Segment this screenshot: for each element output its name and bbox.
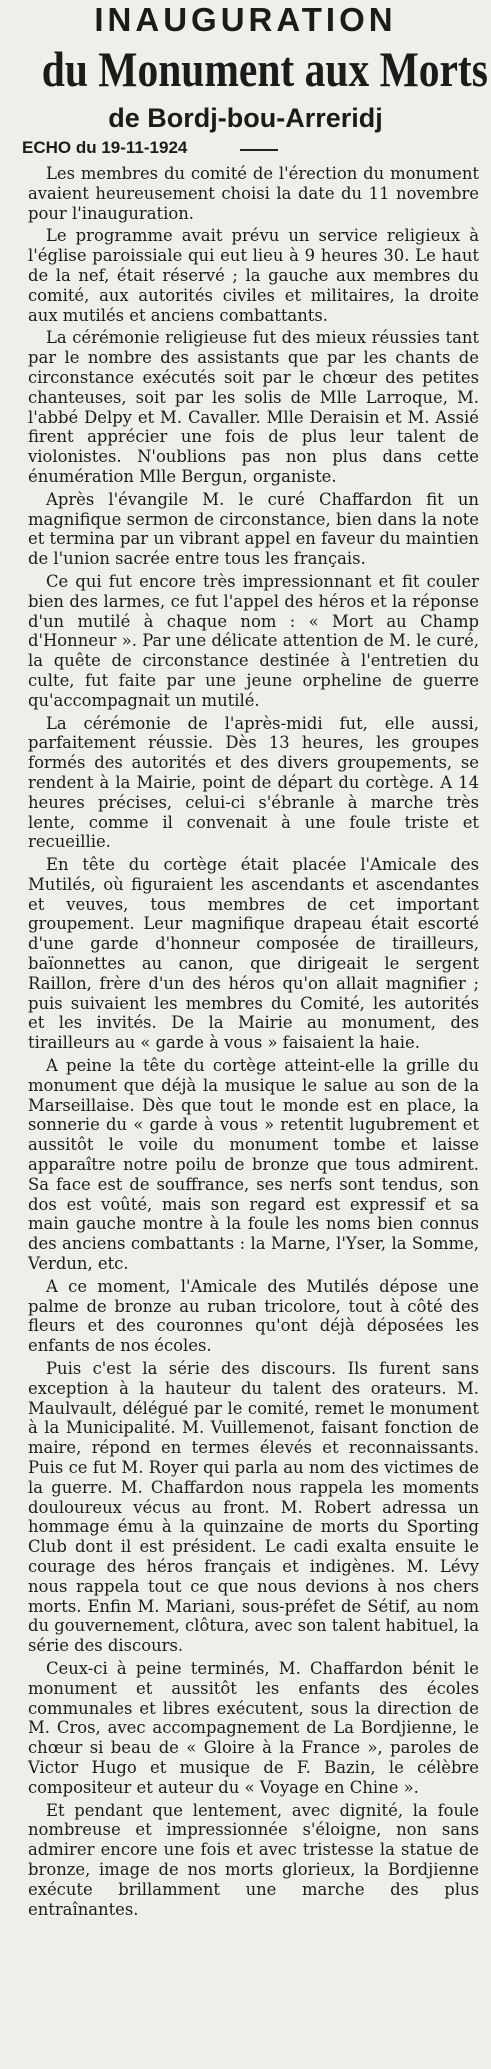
paragraph: Puis c'est la série des discours. Ils furent sans exception à la hauteur du talent des orateurs. M. Maulvault, délégué par le comité, remet le monument à la Municipalité. M. Vuillemenot, faisant fonction de maire, répond en termes élevés et reconnaissants. Puis ce fut M. Royer qui parla au nom des victimes de la guerre. M. Chaffardon nous rappela les moments douloureux vécus au front. M. Robert adressa un hommage ému à la quinzaine de morts du Sporting Club dont il est président. Le cadi exalta ensuite le courage des héros français et indigènes. M. Lévy nous rappela tout ce que nous devions à nos chers morts. Enfin M. Mariani, sous-préfet de Sétif, au nom du gouvernement, clôtura, avec son talent habituel, la série des discours. — [28, 1359, 479, 1656]
paragraph: Après l'évangile M. le curé Chaffardon fit un magnifique sermon de circonstance, bien dans la note et termina par un vibrant appel en faveur du maintien de l'union sacrée entre tous les français. — [28, 489, 479, 569]
paragraph: La cérémonie religieuse fut des mieux réussies tant par le nombre des assistants que par les chants de circonstance exécutés soit par le chœur des petites chanteuses, soit par les solis de Mlle Larroque, M. l'abbé Delpy et M. Cavaller. Mlle Deraisin et M. Assié firent apprécier une fois de plus leur talent de violonistes. N'oublions pas non plus dans cette énumération Mlle Bergun, organiste. — [28, 328, 479, 486]
source-caption-text: ECHO du 19-11-1924 — [22, 138, 188, 157]
source-caption — [0, 136, 491, 160]
paragraph: A peine la tête du cortège atteint-elle la grille du monument que déjà la musique le salue au son de la Marseillaise. Dès que tout le monde est en place, la sonnerie du « garde à vous » retentit lugubrement et aussitôt le voile du monument tombe et laisse apparaître notre poilu de bronze que tous admirent. Sa face est de souffrance, ses nerfs sont tendus, son dos est voûté, mais son regard est expressif et sa main gauche montre à la foule les noms bien connus des anciens combattants : la Marne, l'Yser, la Somme, Verdun, etc. — [28, 1056, 479, 1274]
headline-main: du Monument aux Morts — [41, 41, 488, 97]
paragraph: Le programme avait prévu un service religieux à l'église paroissiale qui eut lieu à 9 heures 30. Le haut de la nef, était réservé ; la gauche aux membres du comité, aux autorités civiles et militaires, la droite aux mutilés et anciens combattants. — [28, 226, 479, 325]
headline-kicker: INAUGURATION — [94, 1, 397, 38]
paragraph: La cérémonie de l'après-midi fut, elle aussi, parfaitement réussie. Dès 13 heures, les groupes formés des autorités et des divers groupements, se rendent à la Mairie, point de départ du cortège. A 14 heures précises, celui-ci s'ébranle à marche très lente, comme il convenait à une foule triste et recueillie. — [28, 713, 479, 852]
paragraph: Ce qui fut encore très impressionnant et fit couler bien des larmes, ce fut l'appel des héros et la réponse d'un mutilé à chaque nom : « Mort au Champ d'Honneur ». Par une délicate attention de M. le curé, la quête de circonstance destinée à l'entretien du culte, fut faite par une jeune orpheline de guerre qu'accompagnait un mutilé. — [28, 571, 479, 710]
paragraph: En tête du cortège était placée l'Amicale des Mutilés, où figuraient les ascendants et ascendantes et veuves, tous membres de cet important groupement. Leur magnifique drapeau était escorté d'une garde d'honneur composée de tirailleurs, baïonnettes au canon, que dirigeait le sergent Raillon, frère d'un des héros qu'on allait magnifier ; puis suivaient les membres du Comité, les autorités et les invités. De la Mairie au monument, des tirailleurs au « garde à vous » faisaient la haie. — [28, 855, 479, 1053]
article-body — [0, 160, 491, 1919]
paragraph: Ceux-ci à peine terminés, M. Chaffardon bénit le monument et aussitôt les enfants des écoles communales et libres exécutent, sous la direction de M. Cros, avec accompagnement de La Bordjienne, le chœur si beau de « Gloire à la France », paroles de Victor Hugo et musique de F. Bazin, le célèbre compositeur et auteur du « Voyage en Chine ». — [28, 1658, 479, 1797]
paragraph: A ce moment, l'Amicale des Mutilés dépose une palme de bronze au ruban tricolore, tout à côté des fleurs et des couronnes qu'ont déjà déposées les enfants de nos écoles. — [28, 1276, 479, 1356]
headline-subtitle: de Bordj-bou-Arreridj — [108, 103, 383, 133]
paragraph: Et pendant que lentement, avec dignité, la foule nombreuse et impressionnée s'éloigne, non sans admirer encore une fois et avec tristesse la statue de bronze, image de nos morts glorieux, la Bordjienne exécute brillamment une marche des plus entraînantes. — [28, 1800, 479, 1919]
caption-rule — [240, 149, 278, 151]
paragraph: Les membres du comité de l'érection du monument avaient heureusement choisi la date du 11 novembre pour l'inauguration. — [28, 164, 479, 223]
